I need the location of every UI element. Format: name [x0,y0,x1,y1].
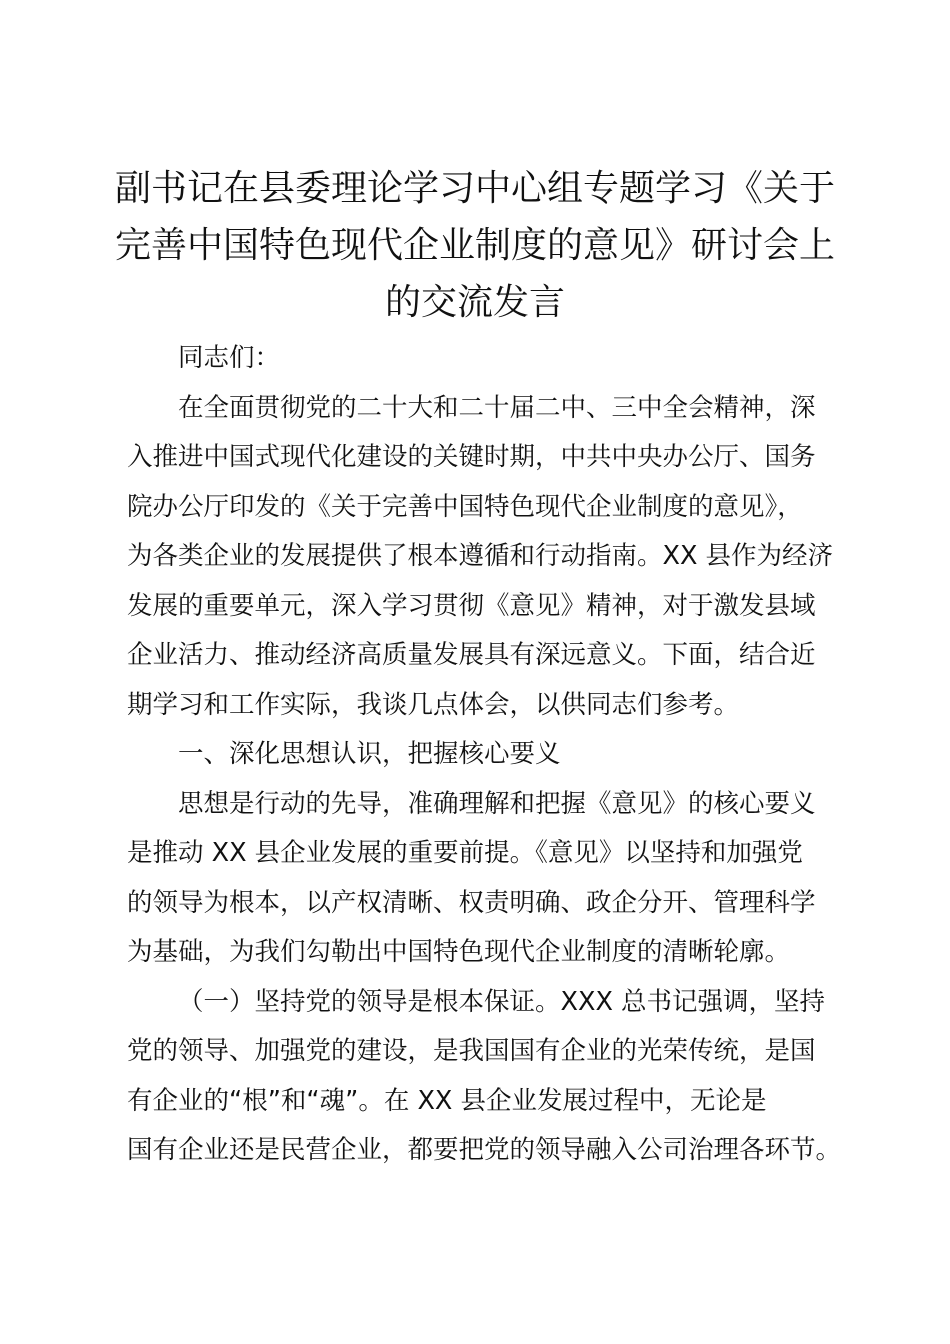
paragraph-line: 思想是行动的先导，准确理解和把握《意见》的核心要义 [178,788,816,819]
paragraph-line: 党的领导、加强党的建设，是我国国有企业的光荣传统，是国 [127,1036,816,1066]
document-title [100,160,850,331]
paragraph-line: 是推动 XX 县企业发展的重要前提。《意见》以坚持和加强党 [127,838,803,868]
paragraph-line: 的领导为根本，以产权清晰、权责明确、政企分开、管理科学 [127,887,816,918]
document-body [127,334,842,1176]
paragraph-line: 为基础，为我们勾勒出中国特色现代企业制度的清晰轮廓。 [127,937,791,967]
paragraph-line: 入推进中国式现代化建设的关键时期，中共中央办公厅、国务 [127,442,816,472]
section-heading: 一、深化思想认识，把握核心要义 [178,739,561,769]
paragraph-line: 发展的重要单元，深入学习贯彻《意见》精神，对于激发县域 [127,590,816,621]
paragraph-line: 院办公厅印发的《关于完善中国特色现代企业制度的意见》， [127,491,803,522]
salutation: 同志们： [178,343,281,373]
title-line: 的交流发言 [384,282,565,323]
paragraph-line: 在全面贯彻党的二十大和二十届二中、三中全会精神，深 [178,392,816,423]
subsection-line: （一）坚持党的领导是根本保证。XXX 总书记强调，坚持 [178,986,826,1017]
title-line: 副书记在县委理论学习中心组专题学习《关于 [114,168,835,209]
paragraph-line: 国有企业还是民营企业，都要把党的领导融入公司治理各环节。 [127,1135,842,1165]
paragraph-line: 企业活力、推动经济高质量发展具有深远意义。下面，结合近 [127,640,816,670]
title-line: 完善中国特色现代企业制度的意见》研讨会上 [114,225,835,266]
paragraph-line: 期学习和工作实际，我谈几点体会，以供同志们参考。 [127,689,740,720]
paragraph-line: 有企业的“根”和“魂”。在 XX 县企业发展过程中，无论是 [127,1085,767,1116]
paragraph-line: 为各类企业的发展提供了根本遵循和行动指南。XX 县作为经济 [127,541,834,571]
